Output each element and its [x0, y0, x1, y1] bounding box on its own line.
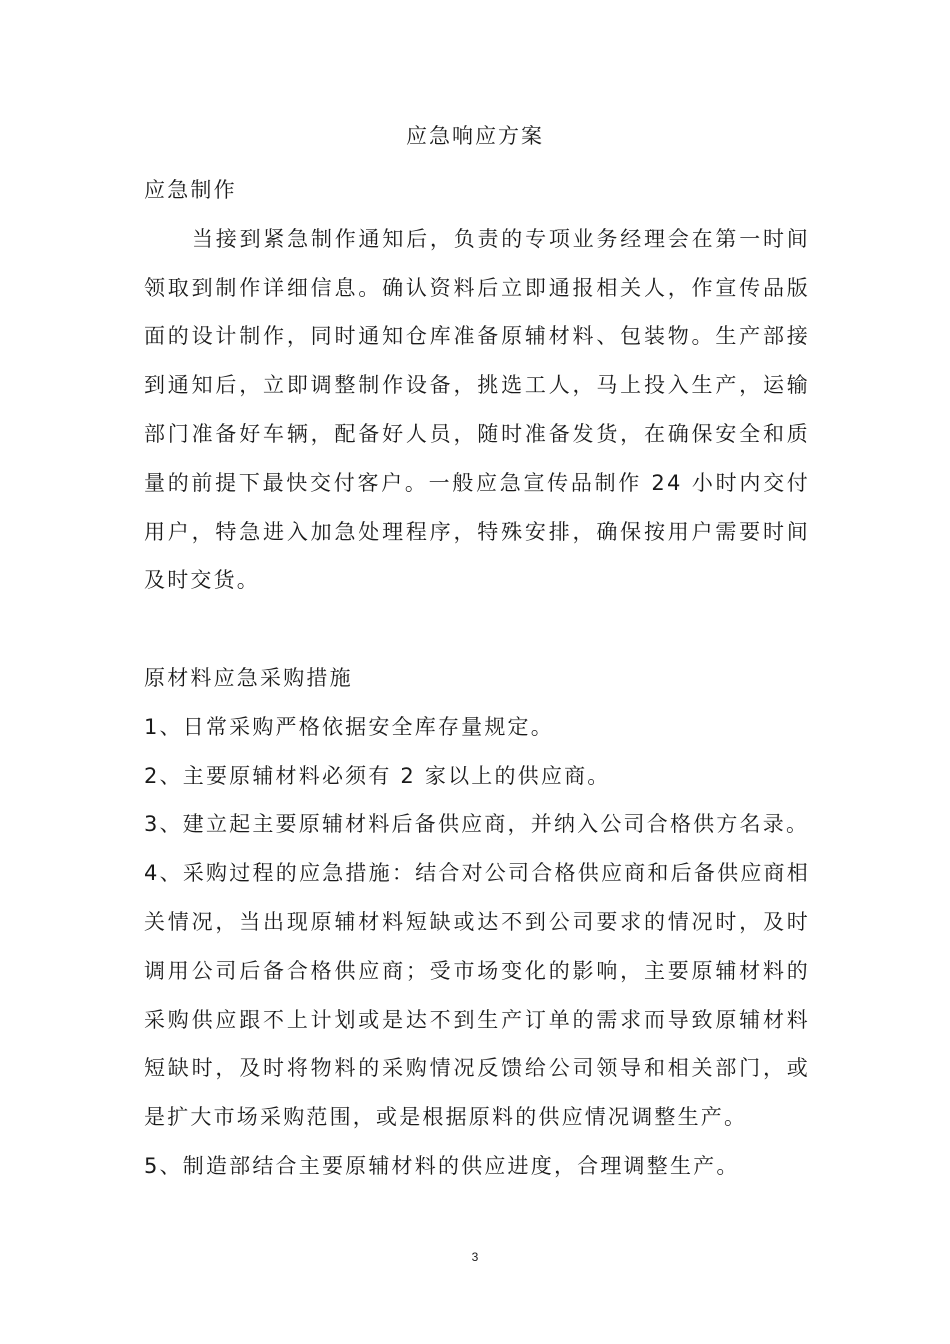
list-item: 2、主要原辅材料必须有 2 家以上的供应商。	[144, 763, 611, 788]
section-paragraph-emergency-production: 当接到紧急制作通知后，负责的专项业务经理会在第一时间领取到制作详细信息。确认资料后立即通报相关人，作宣传品版面的设计制作，同时通知仓库准备原辅材料、包装物。生产部接到通知后，立即调整制作设备，挑选工人，马上投入生产，运输部门准备好车辆，配备好人员，随时准备发货，在确保安全和质量的前提下最快交付客户。一般应急宣传品制作 24 小时内交付用户，特急进入加急处理程序，特殊安排，确保按用户需要时间及时交货。	[144, 226, 810, 593]
document-title: 应急响应方案	[406, 124, 544, 148]
page-number: 3	[471, 1250, 479, 1264]
list-item: 4、采购过程的应急措施：结合对公司合格供应商和后备供应商相关情况，当出现原辅材料短缺或达不到公司要求的情况时，及时调用公司后备合格供应商；受市场变化的影响，主要原辅材料的采购供应跟不上计划或是达不到生产订单的需求而导致原辅材料短缺时，及时将物料的采购情况反馈给公司领导和相关部门，或是扩大市场采购范围，或是根据原料的供应情况调整生产。	[144, 861, 810, 1130]
section-heading-material-procurement: 原材料应急采购措施	[144, 665, 353, 690]
list-item: 5、制造部结合主要原辅材料的供应进度，合理调整生产。	[144, 1153, 740, 1178]
section-spacer	[144, 605, 810, 654]
list-item: 3、建立起主要原辅材料后备供应商，并纳入公司合格供方名录。	[144, 812, 810, 837]
section-heading-emergency-production: 应急制作	[144, 178, 237, 202]
list-item: 1、日常采购严格依据安全库存量规定。	[144, 714, 554, 739]
document-body	[144, 166, 810, 1191]
